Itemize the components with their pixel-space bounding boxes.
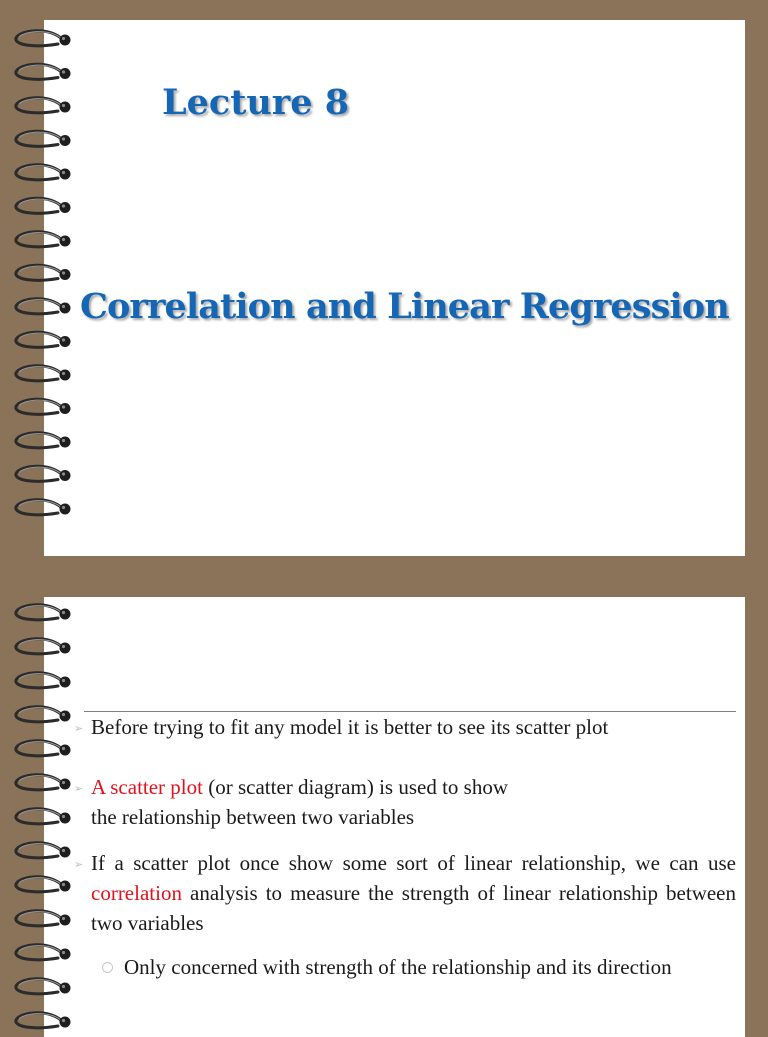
- bullet-text: the relationship between two variables: [91, 805, 415, 829]
- bullet-item: [91, 772, 736, 832]
- bullet-item: Before trying to fit any model it is better to see its scatter plot: [91, 715, 609, 739]
- bullet-item: [91, 848, 736, 938]
- slide-title: Lecture 8: [162, 82, 350, 123]
- circle-bullet-icon: [102, 962, 113, 973]
- arrow-bullet-icon: ➢: [74, 858, 84, 871]
- sub-bullet-item: Only concerned with strength of the relationship and its direction: [124, 955, 672, 979]
- arrow-bullet-icon: ➢: [74, 722, 84, 735]
- bullet-text: If a scatter plot once show some sort of linear relationship, we can use: [91, 851, 736, 875]
- bullet-text: analysis to measure the strength of linear relationship between two variables: [91, 881, 736, 935]
- highlight-text: correlation: [91, 881, 182, 905]
- arrow-bullet-icon: ➢: [74, 782, 84, 795]
- highlight-text: A scatter plot: [91, 775, 203, 799]
- slide-subtitle: Correlation and Linear Regression: [80, 286, 729, 327]
- bullet-text: (or scatter diagram) is used to show: [202, 775, 508, 799]
